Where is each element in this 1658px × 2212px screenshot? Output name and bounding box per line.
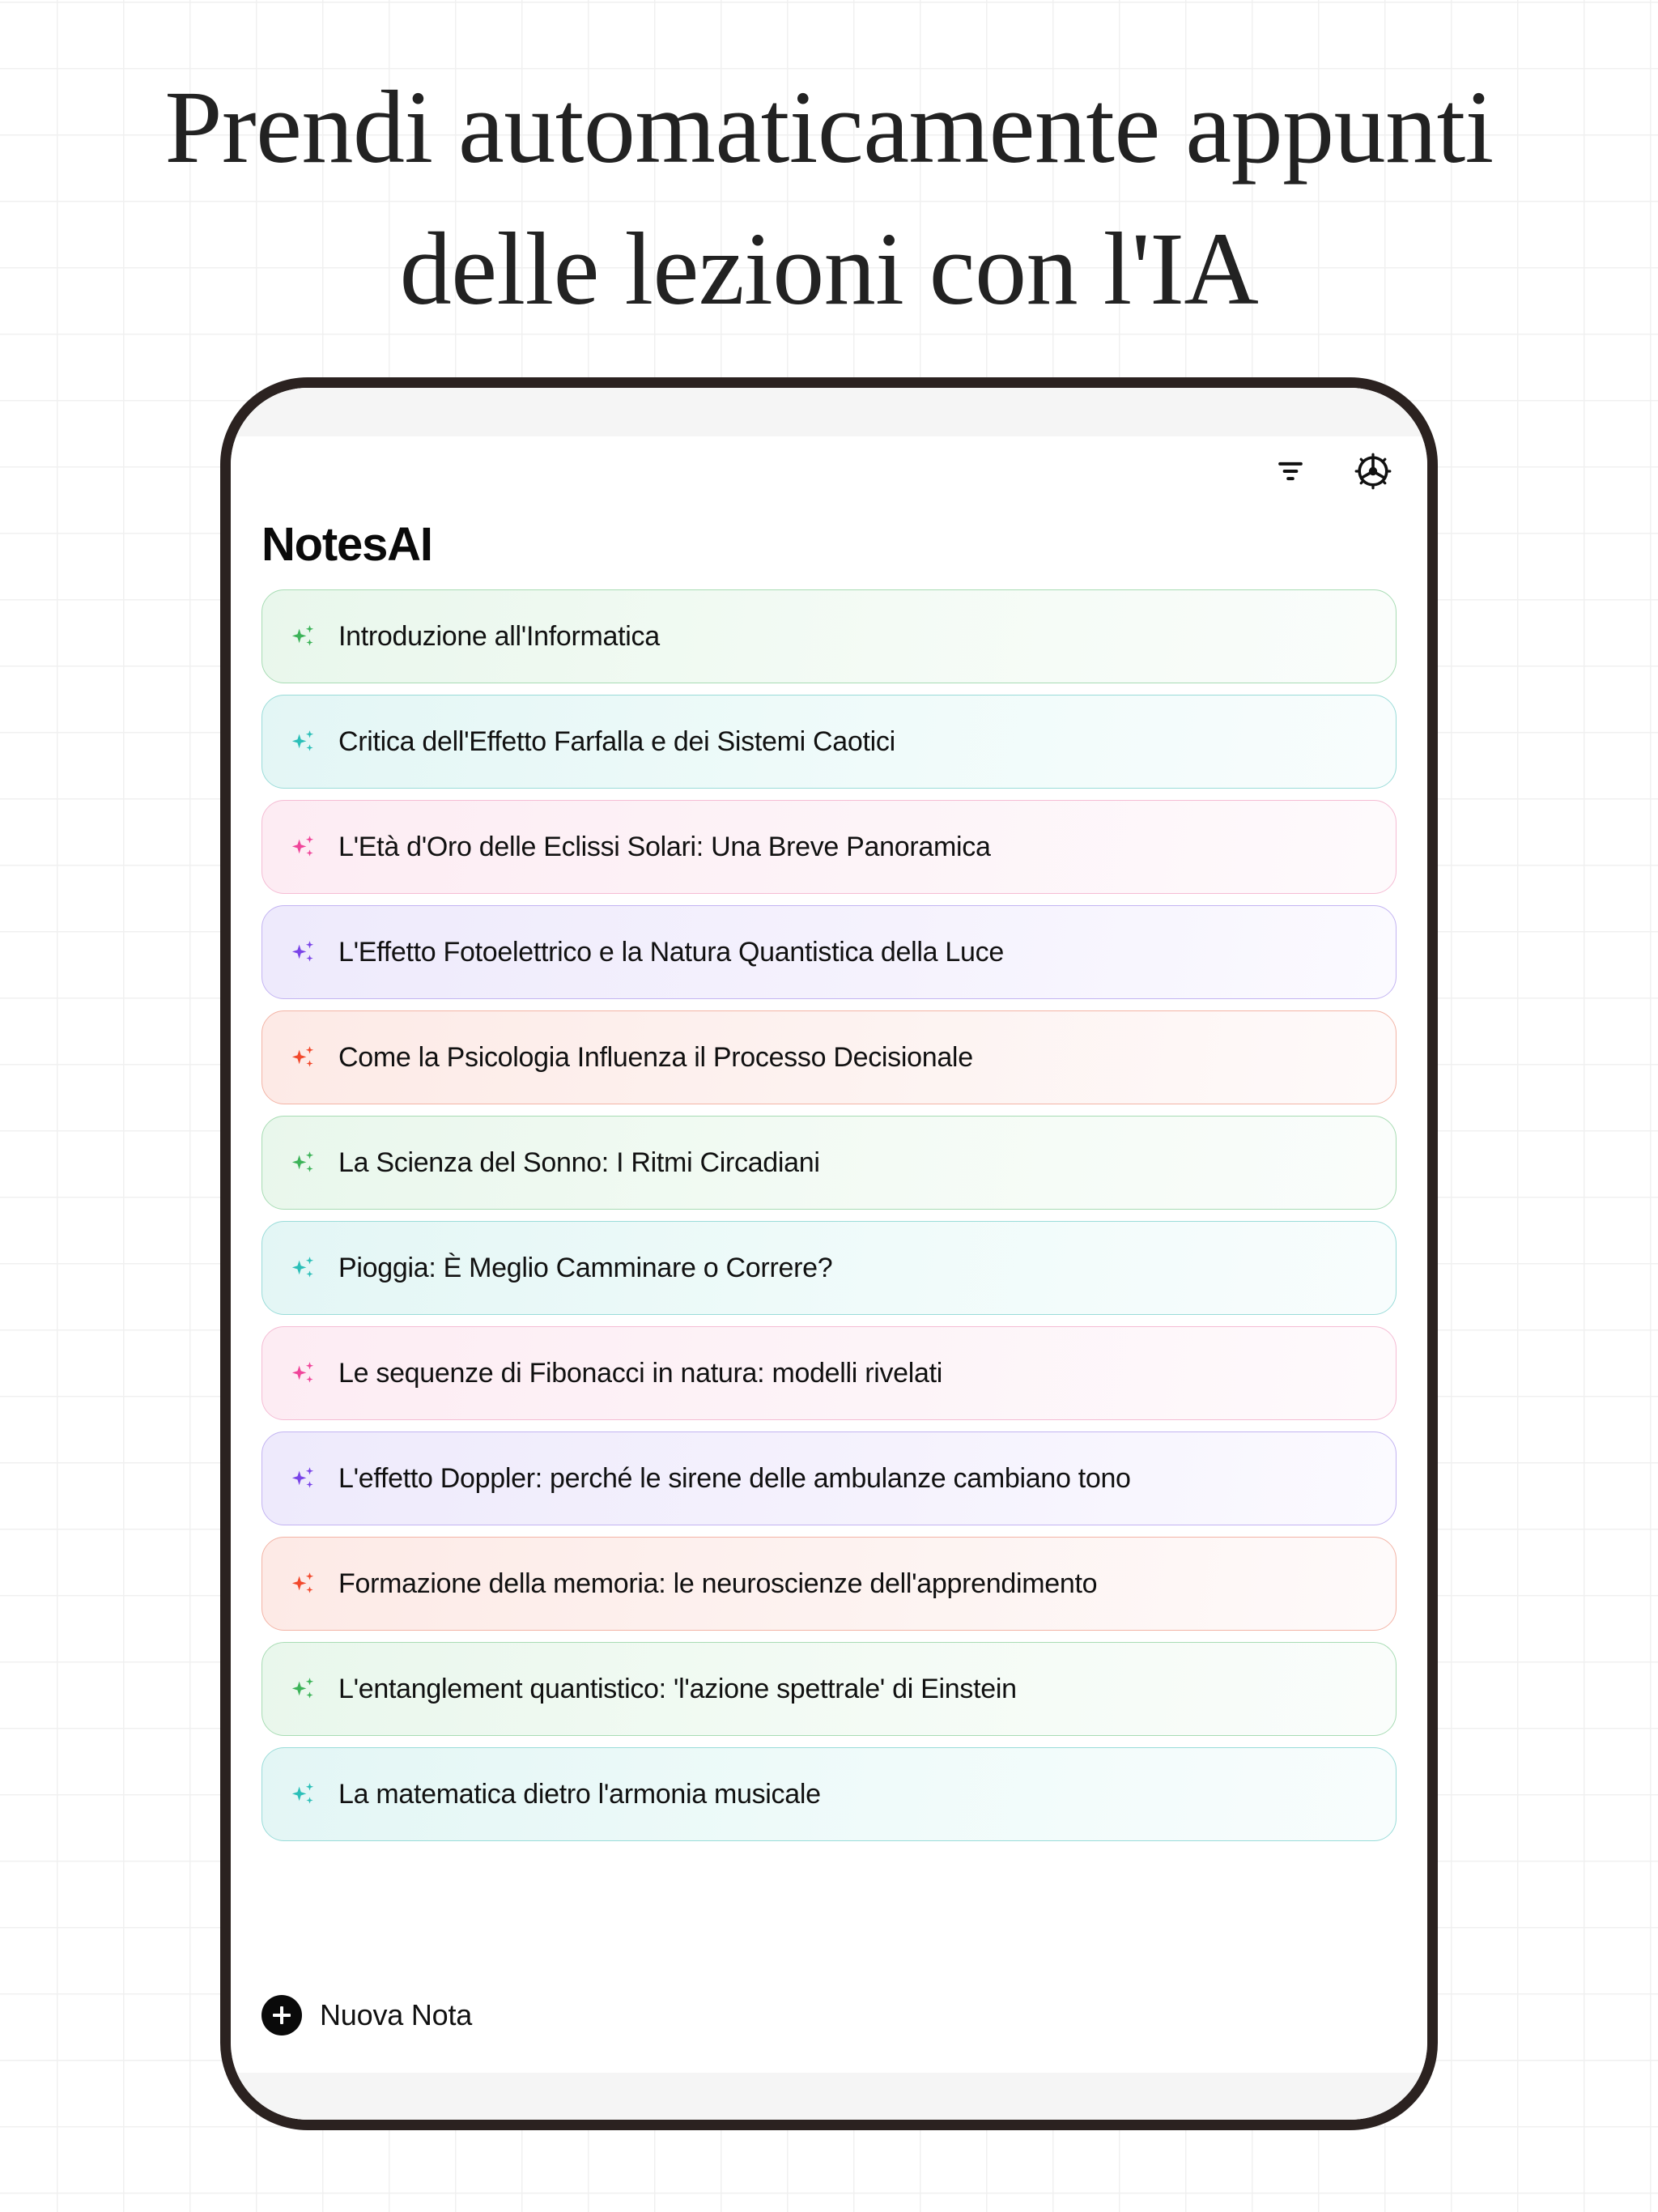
sparkles-icon bbox=[290, 1780, 317, 1808]
gear-icon bbox=[1354, 452, 1392, 495]
note-list-item[interactable] bbox=[261, 905, 1397, 999]
note-label: L'Età d'Oro delle Eclissi Solari: Una Breve Panoramica bbox=[338, 831, 991, 862]
notes-list bbox=[231, 589, 1427, 1918]
filter-icon bbox=[1273, 453, 1308, 493]
sparkles-icon bbox=[290, 1254, 317, 1282]
sparkles-icon bbox=[290, 1465, 317, 1492]
note-label: Le sequenze di Fibonacci in natura: modelli rivelati bbox=[338, 1357, 943, 1389]
app-title: NotesAI bbox=[261, 518, 432, 571]
phone-screen bbox=[231, 388, 1427, 2120]
note-label: Pioggia: È Meglio Camminare o Correre? bbox=[338, 1252, 833, 1283]
note-list-item[interactable] bbox=[261, 800, 1397, 894]
new-note-label: Nuova Nota bbox=[320, 1998, 473, 2031]
filter-button[interactable] bbox=[1267, 449, 1314, 496]
sparkles-icon bbox=[290, 1044, 317, 1071]
note-list-item[interactable] bbox=[261, 1010, 1397, 1104]
plus-circle-icon bbox=[261, 1995, 302, 2035]
status-bar bbox=[231, 388, 1427, 436]
note-list-item[interactable] bbox=[261, 1747, 1397, 1841]
note-label: Come la Psicologia Influenza il Processo Decisionale bbox=[338, 1041, 973, 1073]
note-label: La matematica dietro l'armonia musicale bbox=[338, 1778, 821, 1810]
note-label: L'entanglement quantistico: 'l'azione spettrale' di Einstein bbox=[338, 1673, 1017, 1704]
note-list-item[interactable] bbox=[261, 1537, 1397, 1631]
note-list-item[interactable] bbox=[261, 1326, 1397, 1420]
app-toolbar bbox=[231, 436, 1427, 509]
settings-button[interactable] bbox=[1350, 449, 1397, 496]
sparkles-icon bbox=[290, 728, 317, 755]
note-list-item[interactable] bbox=[261, 695, 1397, 789]
sparkles-icon bbox=[290, 833, 317, 861]
sparkles-icon bbox=[290, 938, 317, 966]
note-label: L'Effetto Fotoelettrico e la Natura Quantistica della Luce bbox=[338, 936, 1004, 968]
note-list-item[interactable] bbox=[261, 1116, 1397, 1210]
new-note-button[interactable] bbox=[231, 1995, 1427, 2073]
note-label: Formazione della memoria: le neuroscienze dell'apprendimento bbox=[338, 1568, 1098, 1599]
sparkles-icon bbox=[290, 1149, 317, 1176]
sparkles-icon bbox=[290, 1359, 317, 1387]
phone-mockup bbox=[220, 377, 1438, 2130]
sparkles-icon bbox=[290, 623, 317, 650]
note-label: L'effetto Doppler: perché le sirene delle ambulanze cambiano tono bbox=[338, 1462, 1131, 1494]
page-title-line-2: delle lezioni con l'IA bbox=[399, 211, 1259, 327]
page-title bbox=[0, 57, 1658, 341]
note-label: La Scienza del Sonno: I Ritmi Circadiani bbox=[338, 1146, 820, 1178]
page-title-line-1: Prendi automaticamente appunti bbox=[164, 70, 1494, 185]
sparkles-icon bbox=[290, 1570, 317, 1597]
home-indicator-bar bbox=[231, 2073, 1427, 2120]
note-label: Introduzione all'Informatica bbox=[338, 620, 660, 652]
note-label: Critica dell'Effetto Farfalla e dei Sistemi Caotici bbox=[338, 725, 895, 757]
sparkles-icon bbox=[290, 1675, 317, 1703]
note-list-item[interactable] bbox=[261, 1221, 1397, 1315]
note-list-item[interactable] bbox=[261, 589, 1397, 683]
note-list-item[interactable] bbox=[261, 1642, 1397, 1736]
note-list-item[interactable] bbox=[261, 1431, 1397, 1525]
list-spacer bbox=[231, 1918, 1427, 1995]
